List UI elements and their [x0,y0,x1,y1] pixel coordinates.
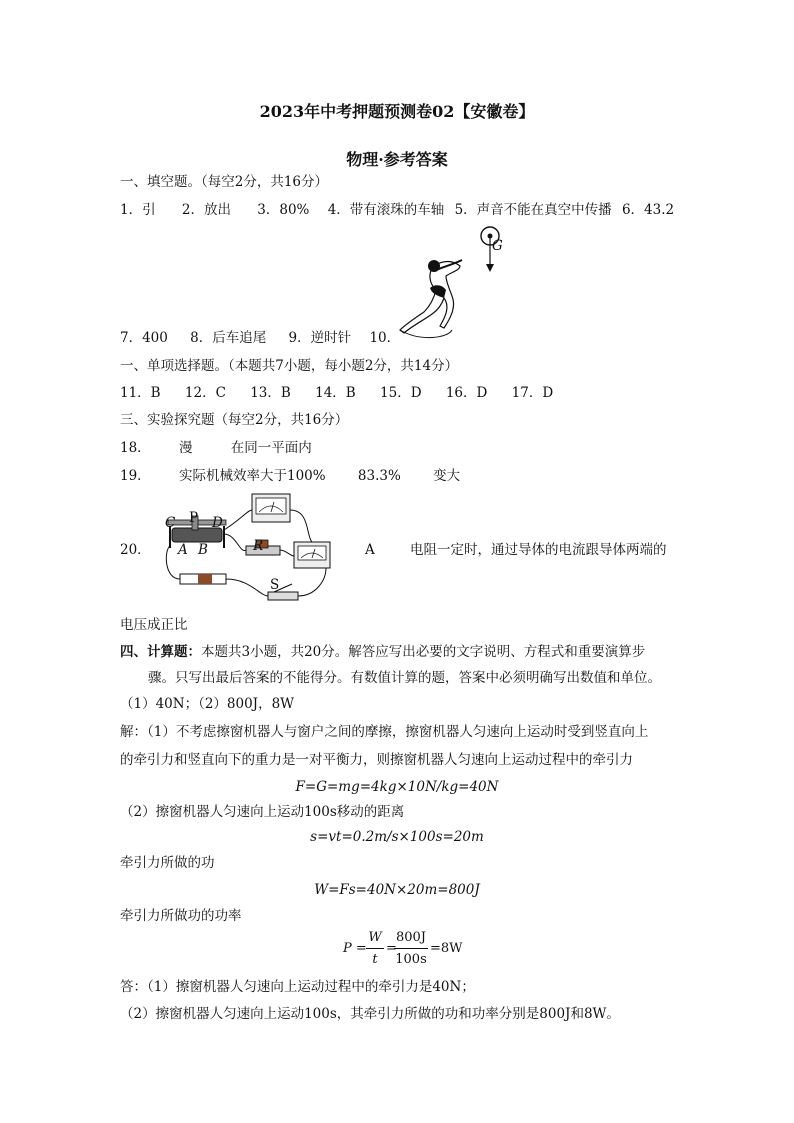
answer-13: 13．B [250,385,291,401]
answer-12: 12．C [184,385,226,401]
question-18 [120,438,312,458]
eq4-den2: 100s [395,952,427,967]
eq4-bar-2 [394,948,428,949]
label-b: B [198,542,208,558]
q19-number: 19． [120,468,151,484]
section3-heading: 三、实验探究题（每空2分，共16分） [120,412,349,428]
solution-1a: 解：（1）不考虑擦窗机器人与窗户之间的摩擦，擦窗机器人匀速向上运动时受到竖直向上 [120,724,649,740]
q20-answer-1: A [365,542,375,558]
label-c: C [165,515,176,531]
q20-answer-2-cont: 电压成正比 [120,617,188,633]
final-answer-2: （2）擦窗机器人匀速向上运动100s，其牵引力所做的功和功率分别是800J和8W。 [120,1006,620,1022]
q18-answer-1: 漫 [178,440,193,456]
eq4-num2: 800J [395,930,427,945]
answer-14: 14．B [315,385,356,401]
answer-7: 7．400 [120,330,168,346]
equation-2: s=vt=0.2m/s×100s=20m [310,829,484,845]
q20-number: 20． [120,542,151,558]
equation-3: W=Fs=40N×20m=800J [314,882,480,898]
answer-1: 1．引 [120,202,156,218]
solution-2: （2）擦窗机器人匀速向上运动100s移动的距离 [120,804,405,820]
section4-heading-rest: 本题共3小题，共20分。解答应写出必要的文字说明、方程式和重要演算步 [201,644,646,660]
q18-number: 18． [120,440,151,456]
section4-heading-bold: 四、计算题： [120,644,201,660]
answer-9: 9．逆时针 [288,330,352,346]
answer-2: 2．放出 [181,202,231,218]
solution-1b: 的牵引力和竖直向下的重力是一对平衡力，则擦窗机器人匀速向上运动过程中的牵引力 [120,752,633,768]
page-subtitle: 物理·参考答案 [346,150,448,169]
section1-heading: 一、填空题。（每空2分，共16分） [120,174,329,190]
label-s: S [270,577,280,593]
label-a: A [178,542,188,558]
answer-15: 15．D [380,385,422,401]
section1-line1 [120,200,680,220]
eq4-equals: = [386,941,397,956]
q19-answer-2: 83.3% [357,468,401,484]
gravity-label: G [492,238,503,254]
answer-11: 11．B [120,385,161,401]
eq4-den: t [372,952,378,967]
answer-16: 16．D [445,385,488,401]
section2-heading: 一、单项选择题。（本题共7小题，每小题2分，共14分） [120,358,459,374]
section2-answers [120,383,553,403]
eq4-lhs: P = [343,941,367,956]
work-label: 牵引力所做的功 [120,855,215,871]
eq4-bar-1 [366,948,384,949]
q18-answer-2: 在同一平面内 [230,440,312,456]
q19-answer-3: 变大 [433,468,461,484]
answer-6: 6．43.2 [621,202,675,218]
label-d: D [212,515,223,531]
section4-heading-cont: 骤。只写出最后答案的不能得分。有数值计算的题，答案中必须明确写出数值和单位。 [148,670,661,686]
eq4-result: =8W [430,941,463,956]
label-p: P [189,510,199,526]
answer-4: 4．带有滚珠的车轴 [327,202,445,218]
page-title: 2023年中考押题预测卷02【安徽卷】 [259,102,535,121]
answer-10: 10． [369,330,401,346]
answer-3: 3．80% [257,202,310,218]
q19-answer-1: 实际机械效率大于100% [178,468,326,484]
answer-8: 8．后车追尾 [190,330,267,346]
final-answer-1: 答：（1）擦窗机器人匀速向上运动过程中的牵引力是40N； [120,979,475,995]
equation-1: F=G=mg=4kg×10N/kg=40N [295,779,499,795]
section1-line2 [120,328,400,348]
eq4-num: W [368,930,382,945]
answer-5: 5．声音不能在真空中传播 [454,202,612,218]
power-label: 牵引力所做功的功率 [120,908,242,924]
label-r: R [253,538,264,554]
question-19 [120,466,460,486]
brief-answer: （1）40N；（2）800J，8W [120,696,295,712]
section4-heading [120,642,645,662]
q20-answer-2: 电阻一定时，通过导体的电流跟导体两端的 [410,542,667,558]
answer-17: 17．D [511,385,554,401]
